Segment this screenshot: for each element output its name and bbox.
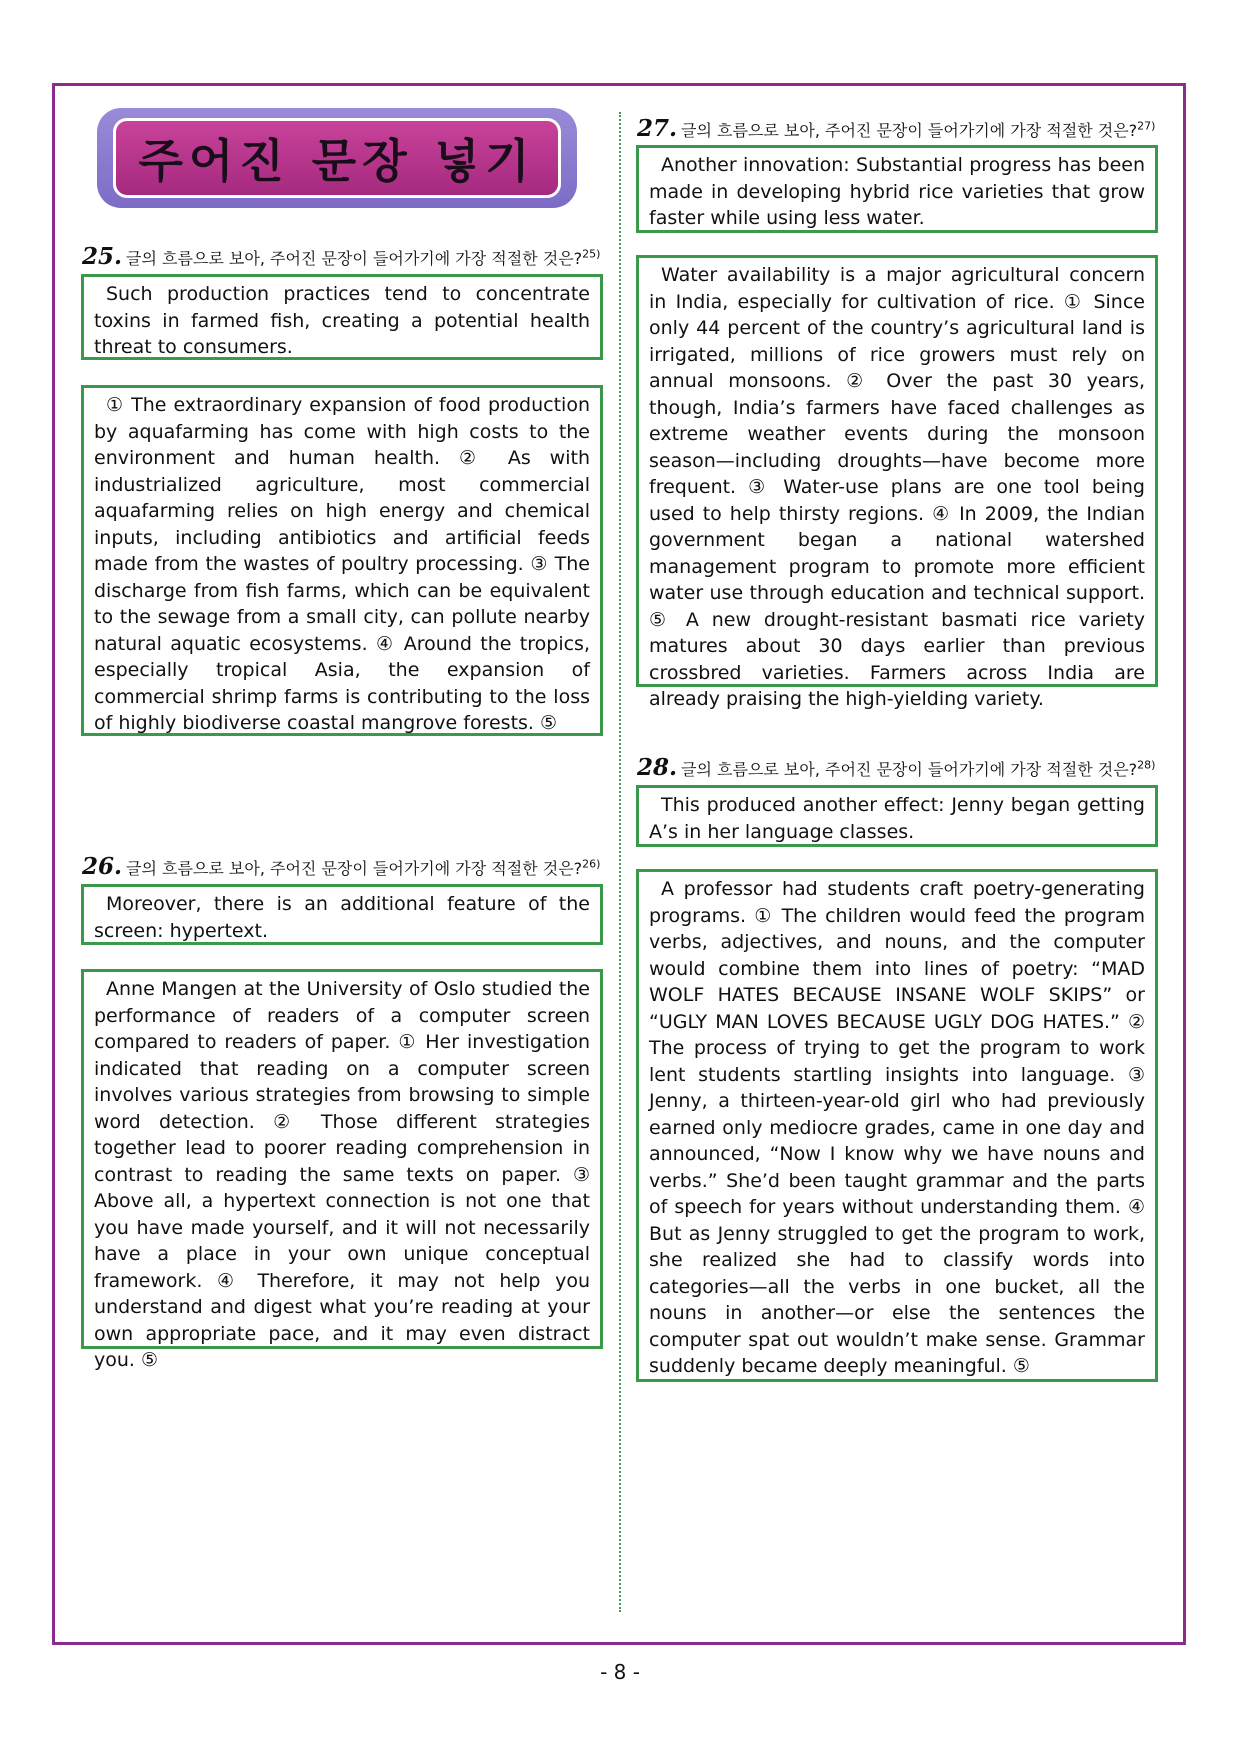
question-number: 26.	[82, 853, 123, 880]
question-prompt: 글의 흐름으로 보아, 주어진 문장이 들어가기에 가장 적절한 것은?	[126, 859, 583, 878]
given-sentence-text: This produced another effect: Jenny began getting A’s in her language classes.	[649, 794, 1145, 843]
question-25-given-sentence	[81, 274, 603, 360]
question-27-header	[637, 115, 1155, 142]
question-26-header	[82, 853, 600, 880]
question-footnote-ref: 27)	[1137, 119, 1156, 133]
question-prompt: 글의 흐름으로 보아, 주어진 문장이 들어가기에 가장 적절한 것은?	[126, 249, 583, 268]
question-footnote-ref: 26)	[582, 857, 601, 871]
question-prompt: 글의 흐름으로 보아, 주어진 문장이 들어가기에 가장 적절한 것은?	[681, 760, 1138, 779]
page-number: - 8 -	[600, 1660, 640, 1684]
passage-text: A professor had students craft poetry-generating programs. ① The children would feed the program verbs, adjectives, and nouns, and the computer would combine them into lines of poetry: “MAD WOLF HATES BECAUSE INSANE WOLF SKIPS” or “UGLY MAN LOVES BECAUSE UGLY DOG HATES.” ② The process of trying to get the program to work lent students startling insights into language. ③ Jenny, a thirteen-year-old girl who had previously earned only mediocre grades, came in one day and announced, “Now I know why we have nouns and verbs.” She’d been taught grammar and the parts of speech for years without understanding them. ④ But as Jenny struggled to get the program to work, she realized she had to classify words into categories—all the verbs in one bucket, all the nouns in another—or else the sentences the computer spat out wouldn’t make sense. Grammar suddenly became deeply meaningful. ⑤	[649, 878, 1145, 1377]
question-25-passage	[81, 385, 603, 736]
question-28-passage	[636, 869, 1158, 1382]
question-28-header	[637, 754, 1155, 781]
given-sentence-text: Moreover, there is an additional feature of the screen: hypertext.	[94, 893, 590, 942]
question-footnote-ref: 28)	[1137, 758, 1156, 772]
question-26-given-sentence	[81, 884, 603, 945]
section-title-banner	[97, 108, 577, 208]
question-25-header	[82, 243, 600, 270]
given-sentence-text: Another innovation: Substantial progress has been made in developing hybrid rice varieties that grow faster while using less water.	[649, 154, 1145, 229]
question-number: 25.	[82, 243, 123, 270]
column-divider	[619, 112, 621, 1612]
given-sentence-text: Such production practices tend to concentrate toxins in farmed fish, creating a potential health threat to consumers.	[94, 283, 590, 358]
question-prompt: 글의 흐름으로 보아, 주어진 문장이 들어가기에 가장 적절한 것은?	[681, 121, 1138, 140]
section-title: 주어진 문장 넣기	[138, 134, 536, 188]
question-28-given-sentence	[636, 785, 1158, 847]
passage-text: Anne Mangen at the University of Oslo studied the performance of readers of a computer screen compared to readers of paper. ① Her investigation indicated that reading on a computer screen involves various strategies from browsing to simple word detection. ② Those different strategies together lead to poorer reading comprehension in contrast to reading the same texts on paper. ③ Above all, a hypertext connection is not one that you have made yourself, and it will not necessarily have a place in your own unique conceptual framework. ④ Therefore, it may not help you understand and digest what you’re reading at your own appropriate pace, and it may even distract you. ⑤	[94, 978, 590, 1371]
question-number: 28.	[637, 754, 678, 781]
passage-text: ① The extraordinary expansion of food production by aquafarming has come with high costs to the environment and human health. ② As with industrialized agriculture, most commercial aquafarming relies on high energy and chemical inputs, including antibiotics and artificial feeds made from the wastes of poultry processing. ③ The discharge from fish farms, which can be equivalent to the sewage from a small city, can pollute nearby natural aquatic ecosystems. ④ Around the tropics, especially tropical Asia, the expansion of commercial shrimp farms is contributing to the loss of highly biodiverse coastal mangrove forests. ⑤	[94, 394, 590, 734]
section-title-inner	[113, 118, 561, 198]
question-number: 27.	[637, 115, 678, 142]
question-26-passage	[81, 969, 603, 1371]
question-27-passage	[636, 255, 1158, 710]
question-footnote-ref: 25)	[582, 247, 601, 261]
passage-text: Water availability is a major agricultural concern in India, especially for cultivation of rice. ① Since only 44 percent of the country’s agricultural land is irrigated, millions of rice growers must rely on annual monsoons. ② Over the past 30 years, though, India’s farmers have faced challenges as extreme weather events during the monsoon season—including droughts—have become more frequent. ③ Water-use plans are one tool being used to help thirsty regions. ④ In 2009, the Indian government began a national watershed management program to promote more efficient water use through education and technical support. ⑤ A new drought-resistant basmati rice variety matures about 30 days earlier than previous crossbred varieties. Farmers across India are already praising the high-yielding variety.	[649, 264, 1145, 710]
question-27-given-sentence	[636, 145, 1158, 233]
